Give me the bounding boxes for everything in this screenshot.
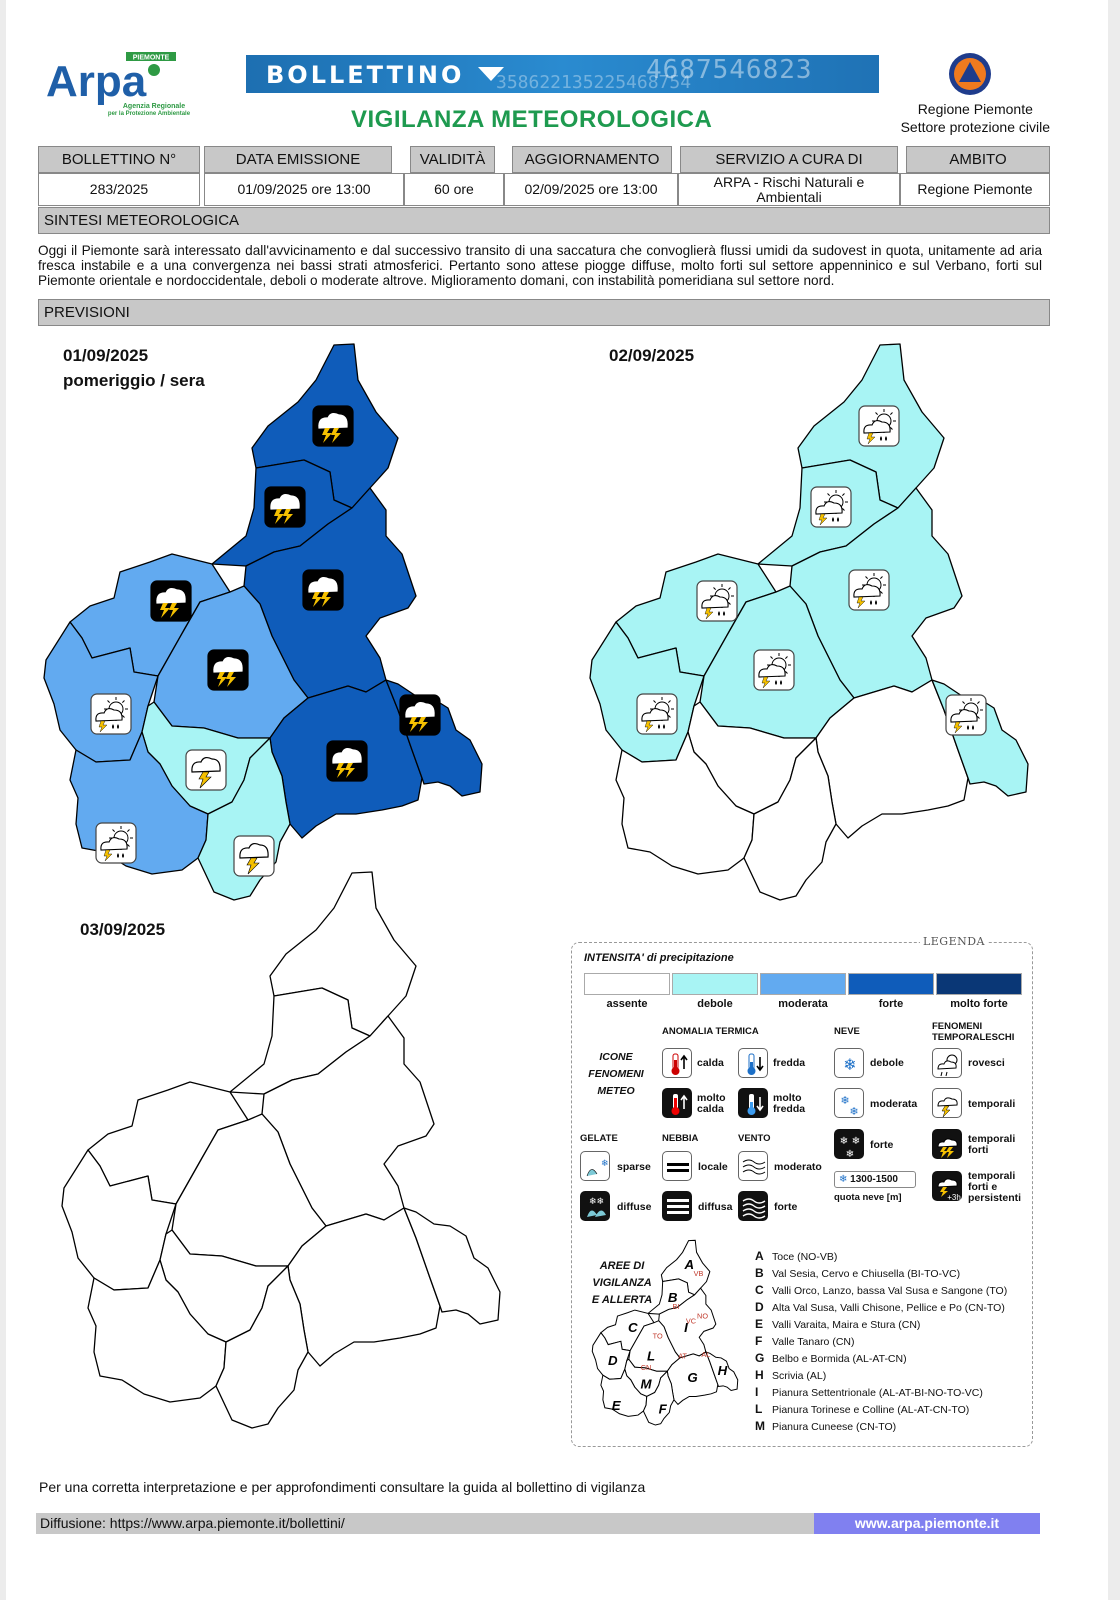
fog-local-icon [662,1151,692,1181]
area-name: Valle Tanaro (CN) [772,1336,855,1348]
showers-icon-E [96,823,136,863]
header-temporali-2: TEMPORALESCHI [932,1032,1015,1043]
area-code: E [755,1317,764,1331]
area-name: Alta Val Susa, Valli Chisone, Pellice e Po (CN-TO) [772,1302,1005,1314]
areas-list [755,1249,1007,1436]
persistent-thunderstorm-icon [932,1171,962,1201]
snow-level-badge [834,1171,916,1188]
header-bulletin-number: BOLLETTINO N° [38,146,200,173]
legend-title: LEGENDA [920,935,988,948]
label-rovesci: rovesci [968,1057,1005,1069]
thunderstorm-icon-M [186,750,226,790]
minimap-label-E: E [611,1398,621,1414]
area-code: H [755,1368,764,1382]
svg-text:+3h: +3h [947,1193,961,1202]
swatch-label-forte: forte [878,998,904,1010]
synthesis-header: SINTESI METEOROLOGICA [38,207,1050,234]
area-name: Val Sesia, Cervo e Chiusella (BI-TO-VC) [772,1268,961,1280]
area-row [755,1402,1007,1419]
area-row [755,1334,1007,1351]
showers-icon-C [697,581,737,621]
value-service: ARPA - Rischi Naturali e Ambientali [678,173,900,206]
area-name: Pianura Cuneese (CN-TO) [772,1421,897,1433]
strong-thunderstorm-icon [932,1129,962,1159]
area-row [755,1385,1007,1402]
header-anomalia: ANOMALIA TERMICA [662,1026,759,1037]
header-update: AGGIORNAMENTO [512,146,672,173]
minimap-province-TO: TO [652,1331,663,1341]
snow-light-icon [834,1048,864,1078]
area-name: Valli Varaita, Maira e Stura (CN) [772,1319,921,1331]
map1-period: pomeriggio / sera [63,371,205,390]
minimap-province-NO: NO [697,1311,709,1321]
page-title: VIGILANZA METEOROLOGICA [351,106,713,133]
minimap-label-H: H [717,1363,728,1379]
snow-heavy-icon [834,1129,864,1159]
region-sector: Settore protezione civile [900,119,1050,135]
svg-text:Arpa: Arpa [46,57,147,106]
strong-thunderstorm-icon-H [400,695,440,735]
minimap-label-M: M [640,1376,652,1392]
banner-digits-small: 358622135225468754 [496,72,692,93]
label-gelate-sparse: sparse [617,1161,651,1173]
strong-thunderstorm-icon-G [327,741,367,781]
value-update: 02/09/2025 ore 13:00 [504,173,678,206]
website-link[interactable]: www.arpa.piemonte.it [814,1513,1040,1534]
area-row [755,1266,1007,1283]
area-code: D [755,1300,764,1314]
banner-digits: 4687546823 [646,55,813,85]
area-row [755,1351,1007,1368]
swatch-label-moderata: moderata [778,998,828,1010]
label-quota-neve: quota neve [m] [834,1192,902,1203]
area-code: C [755,1283,764,1297]
label-gelate-diffuse: diffuse [617,1201,652,1213]
minimap-province-BI: BI [672,1301,680,1311]
minimap-province-AT: AT [678,1351,688,1361]
minimap-label-C: C [627,1320,638,1336]
strong-thunderstorm-icon-L [208,650,248,690]
forecast-header: PREVISIONI [38,299,1050,326]
bulletin-sheet [6,0,1108,1600]
minimap-label-F: F [658,1401,667,1417]
area-code: M [755,1419,765,1433]
label-vento-forte: forte [774,1201,798,1213]
label-molto-calda-1: molto [697,1092,726,1104]
swatch-molto-forte [936,973,1022,995]
minimap-province-CN: CN [640,1363,652,1373]
svg-text:per la Protezione Ambientale: per la Protezione Ambientale [107,111,191,117]
strong-thunderstorm-icon-I [303,570,343,610]
swatch-moderata [760,973,846,995]
svg-text:❄: ❄ [845,1149,855,1160]
area-name: Toce (NO-VB) [772,1251,838,1263]
value-bulletin-number: 283/2025 [38,173,200,206]
icons-title [580,1049,652,1100]
swatch-debole [672,973,758,995]
area-code: F [755,1334,763,1348]
minimap-province-VC: VC [685,1316,696,1326]
svg-text:❄❄: ❄❄ [589,1196,605,1206]
frost-diffuse-icon [580,1191,610,1221]
frost-sparse-icon [580,1151,610,1181]
region-label [901,100,1050,136]
svg-text:❄: ❄ [839,1136,849,1147]
area-code: L [755,1402,763,1416]
fog-diffuse-icon [662,1191,692,1221]
header-nebbia: NEBBIA [662,1133,699,1144]
minimap-label-L: L [646,1348,656,1364]
civil-protection-logo [948,52,992,96]
icons-title-line3: METEO [597,1085,635,1097]
thermometer-cold-icon [738,1048,768,1078]
label-temp-pers-3: persistenti [968,1192,1022,1204]
header-gelate: GELATE [580,1133,618,1144]
label-temp-pers-1: temporali [968,1170,1016,1182]
area-row [755,1368,1007,1385]
header-vento: VENTO [738,1133,771,1144]
header-neve: NEVE [834,1026,860,1037]
icons-title-line2: FENOMENI [588,1068,644,1080]
label-vento-moderato: moderato [774,1161,822,1173]
svg-text:❄: ❄ [601,1158,609,1168]
map1-date: 01/09/2025 [63,346,149,365]
map2-date: 02/09/2025 [609,346,695,365]
svg-text:❄: ❄ [843,1057,857,1074]
label-temp-forti-2: forti [968,1144,989,1156]
label-nebbia-locale: locale [698,1161,728,1173]
showers-icon [932,1048,962,1078]
area-code: I [755,1385,759,1399]
snow-level-value: 1300-1500 [850,1174,898,1185]
thunderstorm-icon [932,1088,962,1118]
label-neve-debole: debole [870,1057,904,1069]
forecast-map-day2 [582,340,1042,930]
showers-icon-D [91,694,131,734]
label-molto-calda-2: calda [697,1103,724,1115]
guide-note: Per una corretta interpretazione e per approfondimenti consultare la guida al bollettino di vigilanza [39,1479,646,1495]
legend-panel [571,935,1033,1447]
area-row [755,1419,1007,1436]
footer-bar [36,1513,1040,1534]
header-emission-date: DATA EMISSIONE [204,146,392,173]
area-code: A [755,1249,764,1263]
label-calda: calda [697,1057,724,1069]
svg-text:❄: ❄ [851,1136,861,1147]
icons-title-line1: ICONE [599,1051,633,1063]
showers-icon-A [859,406,899,446]
swatch-assente [584,973,670,995]
area-row [755,1300,1007,1317]
wind-moderate-icon [738,1151,768,1181]
area-row [755,1249,1007,1266]
areas-title-line2: VIGILANZA [592,1277,652,1289]
region-name: Regione Piemonte [917,101,1033,117]
label-neve-moderata: moderata [870,1098,918,1110]
header-service: SERVIZIO A CURA DI [680,146,898,173]
wind-strong-icon [738,1191,768,1221]
chevron-down-icon [478,67,504,83]
value-validity: 60 ore [404,173,504,206]
label-fredda: fredda [773,1057,806,1069]
label-molto-fredda-1: molto [773,1092,802,1104]
snow-level-icon: ❄ [839,1174,848,1185]
label-temp-forti-1: temporali [968,1133,1016,1145]
diffusion-link[interactable]: Diffusione: https://www.arpa.piemonte.it/bollettini/ [40,1515,345,1531]
arpa-logo [44,50,194,120]
map3-date: 03/09/2025 [80,920,166,939]
label-temporali: temporali [968,1098,1016,1110]
label-neve-forte: forte [870,1139,894,1151]
areas-title-line1: AREE DI [599,1260,645,1272]
showers-icon-I [849,570,889,610]
swatch-label-assente: assente [606,998,648,1010]
minimap-label-B: B [667,1290,678,1306]
banner-title: BOLLETTINO [266,61,465,89]
label-nebbia-diffusa: diffusa [698,1201,733,1213]
synthesis-text: Oggi il Piemonte sarà interessato dall'avvicinamento e dal successivo transito di una saccatura che convoglierà flussi umidi da sudovest in quota, unitamente ad aria fresca instabile e a una convergenza nei bassi strati atmosferici. Pertanto sono attese piogge diffuse, molto forti sul settore appenninico e sul Verbano, forti sul Piemonte orientale e nordoccidentale, deboli o moderate altrove. Miglioramento domani, con instabilità pomeridiana sul settore nord. [38,243,1042,288]
label-temp-pers-2: forti e [968,1181,998,1193]
area-row [755,1283,1007,1300]
forecast-map-day3 [54,868,514,1458]
minimap-label-A: A [684,1256,695,1272]
swatch-forte [848,973,934,995]
minimap-label-G: G [687,1369,698,1385]
area-name: Belbo e Bormida (AL-AT-CN) [772,1353,907,1365]
area-name: Valli Orco, Lanzo, bassa Val Susa e Sangone (TO) [772,1285,1008,1297]
thermometer-very-cold-icon [738,1088,768,1118]
area-name: Scrivia (AL) [772,1370,827,1382]
showers-icon-H [946,695,986,735]
showers-icon-B [811,487,851,527]
area-name: Pianura Torinese e Colline (AL-AT-CN-TO) [772,1404,970,1416]
thermometer-hot-icon [662,1048,692,1078]
strong-thunderstorm-icon-C [151,581,191,621]
showers-icon-D [637,694,677,734]
area-code: G [755,1351,765,1365]
areas-minimap [586,1239,746,1435]
thermometer-very-hot-icon [662,1088,692,1118]
label-molto-fredda-2: fredda [773,1103,806,1115]
showers-icon-L [754,650,794,690]
minimap-label-I: I [684,1320,688,1336]
strong-thunderstorm-icon-B [265,487,305,527]
value-scope: Regione Piemonte [900,173,1050,206]
svg-text:❄: ❄ [840,1095,850,1107]
area-name: Pianura Settentrionale (AL-AT-BI-NO-TO-VC) [772,1387,983,1399]
header-temporali-1: FENOMENI [932,1021,983,1032]
value-emission-date: 01/09/2025 ore 13:00 [204,173,404,206]
area-code: B [755,1266,764,1280]
areas-title-line3: E ALLERTA [591,1294,653,1306]
svg-text:❄: ❄ [849,1106,859,1118]
svg-text:PIEMONTE: PIEMONTE [132,54,170,62]
header-validity: VALIDITÀ [410,146,495,173]
swatch-label-molto-forte: molto forte [950,998,1008,1010]
header-scope: AMBITO [906,146,1050,173]
minimap-province-VB: VB [693,1269,704,1279]
svg-text:Agenzia Regionale: Agenzia Regionale [122,103,186,110]
strong-thunderstorm-icon-A [313,406,353,446]
minimap-label-D: D [608,1353,618,1369]
area-row [755,1317,1007,1334]
bulletin-banner [246,55,879,93]
snow-moderate-icon [834,1088,864,1118]
intensity-title: INTENSITA' di precipitazione [584,952,734,964]
swatch-label-debole: debole [697,998,733,1010]
minimap-province-AL: AL [701,1349,711,1359]
forecast-map-day1 [36,340,496,930]
